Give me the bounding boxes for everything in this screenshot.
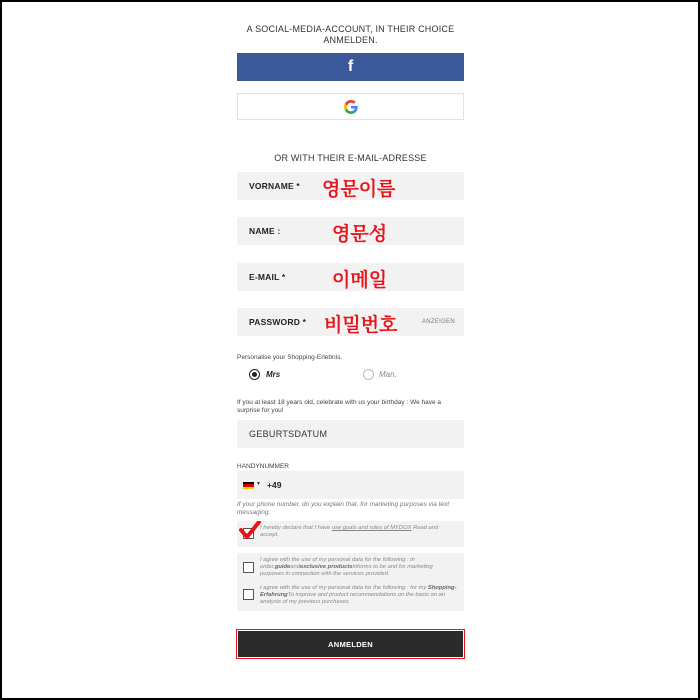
red-check-annotation-icon	[239, 521, 261, 541]
personal-data-text-2	[260, 585, 458, 606]
phone-label: HANDYNUMMER	[237, 463, 289, 470]
personal-data-checkbox-1[interactable]	[243, 562, 254, 573]
social-login-heading	[237, 24, 464, 46]
pd2-post: To improve and product recommendations on the basis on an analysis of my previous purchases.	[260, 592, 446, 605]
terms-text-pre: I hereby declare that I have	[260, 525, 332, 531]
first-name-field[interactable]	[237, 172, 464, 200]
personal-data-checkbox-2[interactable]	[243, 589, 254, 600]
password-label: PASSWORD *	[249, 317, 307, 327]
birthday-note: If you at least 18 years old, celebrate with us your birthday : We have a surprise for you!	[237, 399, 442, 414]
pd2-bold-shopping: Shopping-Erfahrung	[260, 585, 457, 598]
email-divider: OR WITH THEIR E-MAIL-ADRESSE	[274, 153, 427, 163]
pd1-bold-products: exclusive products	[299, 564, 353, 570]
facebook-login-button[interactable]	[237, 53, 464, 81]
personal-data-consent-1	[237, 553, 464, 581]
facebook-icon: f	[347, 58, 354, 75]
first-name-annotation: 영문이름	[322, 178, 396, 200]
phone-field[interactable]	[237, 471, 464, 499]
pd1-post: informs to be and for marketing purposes in connection with the services provided.	[260, 564, 433, 577]
google-login-button[interactable]	[237, 93, 464, 120]
birthdate-field[interactable]	[237, 420, 464, 448]
personal-data-consent-2	[237, 581, 464, 611]
pd2-pre: I agree with the use of my personal data for the following : for my	[260, 585, 428, 591]
pd1-pre: I agree with the use of my personal data for the following : in order,	[260, 557, 415, 570]
google-icon	[344, 100, 358, 114]
password-annotation: 비밀번호	[324, 314, 398, 336]
social-heading-line2: ANMELDEN.	[323, 35, 378, 45]
submit-highlight	[236, 629, 465, 659]
terms-consent	[237, 521, 464, 547]
country-dropdown-caret-icon[interactable]: ▼	[256, 481, 261, 487]
germany-flag-icon[interactable]	[243, 482, 254, 489]
gender-radio-group	[237, 368, 464, 384]
radio-mrs[interactable]	[249, 369, 260, 380]
last-name-field[interactable]	[237, 217, 464, 245]
personal-data-text-1	[260, 557, 458, 578]
social-heading-line1: A SOCIAL-MEDIA-ACCOUNT, IN THEIR CHOICE	[246, 24, 455, 34]
pd1-mid: and	[290, 564, 300, 570]
email-label: E-MAIL *	[249, 272, 286, 282]
birthdate-placeholder: GEBURTSDATUM	[249, 429, 328, 439]
email-field[interactable]	[237, 263, 464, 291]
radio-man-label[interactable]: Man.	[379, 370, 397, 379]
terms-link[interactable]: use goals and rules of MYDOX	[331, 525, 412, 531]
terms-text	[260, 525, 458, 539]
dial-code: +49	[267, 480, 282, 490]
radio-man[interactable]	[363, 369, 374, 380]
radio-mrs-label[interactable]: Mrs	[266, 370, 281, 379]
first-name-label: VORNAME *	[249, 181, 300, 191]
show-password-toggle[interactable]: ANZEIGEN	[421, 319, 455, 325]
personalise-title: Personalise your Shopping-Erlebnis.	[237, 354, 343, 361]
last-name-annotation: 영문성	[332, 223, 388, 245]
phone-note: If your phone number, do you explain that, for marketing purposes via text messaging.	[237, 501, 450, 516]
submit-button[interactable]: ANMELDEN	[238, 631, 463, 657]
pd1-bold-guide: guide	[274, 564, 291, 570]
last-name-label: NAME :	[249, 226, 281, 236]
password-field[interactable]	[237, 308, 464, 336]
terms-text-post: Read and accept.	[260, 525, 439, 538]
email-annotation: 이메일	[332, 269, 388, 291]
